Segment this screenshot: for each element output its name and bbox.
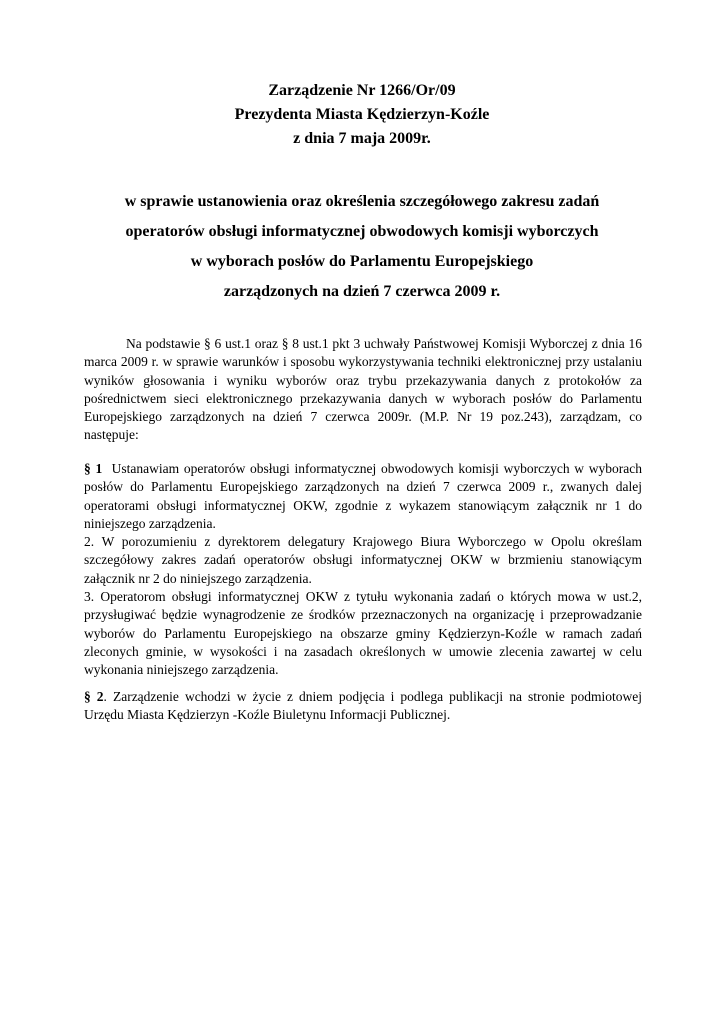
section-1-point-3: 3. Operatorom obsługi informatycznej OKW z tytułu wykonania zadań o których mowa w ust.2, przysługiwać będzie wynagrodzenie ze środków przeznaczonych na organizację i przeprowadzanie wyborów do Parlamentu Europejskiego na obszarze gminy Kędzierzyn-Koźle w ramach zadań zleconych gminie, w wysokości i na zasadach określonych w umowie zlecenia zawartej w celu wykonania niniejszego zarządzenia. xyxy=(84,589,642,678)
legal-basis-text: Na podstawie § 6 ust.1 oraz § 8 ust.1 pkt 3 uchwały Państwowej Komisji Wyborczej z dnia 16 marca 2009 r. w sprawie warunków i sposobu wykorzystywania techniki elektronicznej przy ustalaniu wyników głosowania i wyniku wyborów oraz trybu przekazywania danych z protokołów za pośrednictwem sieci elektronicznego przekazywania danych w wyborach posłów do Parlamentu Europejskiego zarządzonych na dzień 7 czerwca 2009r. (M.P. Nr 19 poz.243), zarządzam, co następuje: xyxy=(84,336,642,443)
issue-date: z dnia 7 maja 2009r. xyxy=(293,130,431,147)
subject-line-2: operatorów obsługi informatycznej obwodowych komisji wyborczych xyxy=(125,223,599,240)
document-subject xyxy=(0,187,724,307)
section-2-paragraph xyxy=(84,688,642,725)
issuer: Prezydenta Miasta Kędzierzyn-Koźle xyxy=(234,106,490,123)
section-1-marker: § 1 xyxy=(84,461,103,476)
section-1-point-1 xyxy=(84,460,642,533)
document-header xyxy=(0,79,724,151)
legal-basis-paragraph xyxy=(84,335,642,445)
subject-line-1: w sprawie ustanowienia oraz określenia szczegółowego zakresu zadań xyxy=(124,193,600,210)
subject-line-3: w wyborach posłów do Parlamentu Europejskiego xyxy=(190,253,534,270)
section-1-point-2: 2. W porozumieniu z dyrektorem delegatury Krajowego Biura Wyborczego w Opolu określam szczegółowy zakres zadań operatorów obsługi informatycznej OKW w brzmieniu stanowiącym załącznik nr 2 do niniejszego zarządzenia. xyxy=(84,534,642,586)
section-1 xyxy=(84,460,642,680)
section-2-marker: § 2 xyxy=(84,689,104,704)
section-1-point-1-text: Ustanawiam operatorów obsługi informatycznej obwodowych komisji wyborczych w wyborach posłów do Parlamentu Europejskiego zarządzonych na dzień 7 czerwca 2009 r., zwanych dalej operatorami obsługi informatycznej OKW, zgodnie z wykazem stanowiącym załącznik nr 1 do niniejszego zarządzenia. xyxy=(84,461,643,531)
ordinance-number: Zarządzenie Nr 1266/Or/09 xyxy=(268,82,456,99)
section-2 xyxy=(84,688,642,725)
section-2-text: . Zarządzenie wchodzi w życie z dniem podjęcia i podlega publikacji na stronie podmiotowej Urzędu Miasta Kędzierzyn -Koźle Biuletynu Informacji Publicznej. xyxy=(84,689,642,723)
subject-line-4: zarządzonych na dzień 7 czerwca 2009 r. xyxy=(223,283,501,300)
